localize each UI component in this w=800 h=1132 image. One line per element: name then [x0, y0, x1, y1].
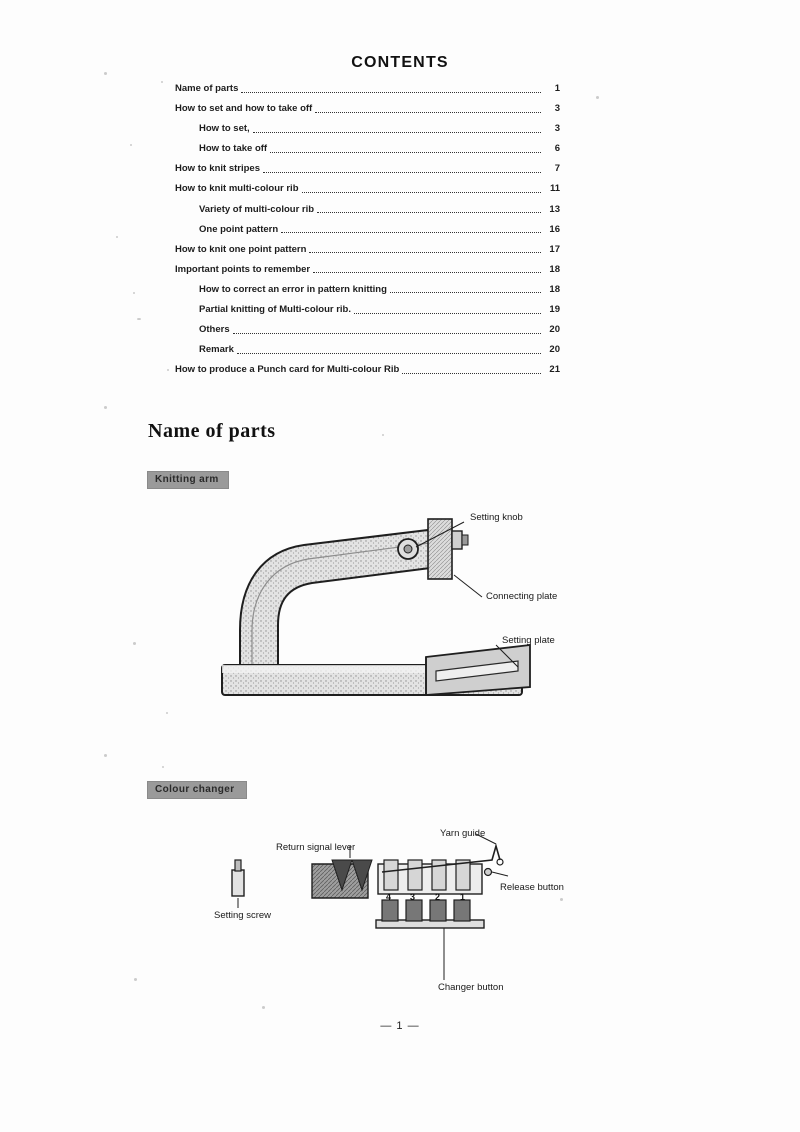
scan-speck — [133, 642, 136, 645]
toc-leader-dots — [270, 146, 541, 153]
toc-entry-page: 3 — [554, 123, 560, 135]
scan-speck — [104, 754, 107, 757]
scan-speck — [596, 96, 599, 99]
toc-entry-page: 20 — [549, 344, 560, 356]
toc-entry[interactable] — [175, 124, 560, 134]
scan-speck — [134, 978, 137, 981]
toc-entry-label: How to knit multi-colour rib — [175, 183, 299, 195]
toc-entry[interactable] — [175, 365, 560, 375]
toc-leader-dots — [354, 307, 541, 314]
toc-entry[interactable] — [175, 225, 560, 235]
changer-number-1: 1 — [460, 892, 466, 902]
toc-entry-page: 3 — [554, 103, 560, 115]
colour-changer-figure — [200, 820, 600, 1010]
toc-entry-page: 1 — [554, 83, 560, 94]
colour-changer-tag: Colour changer — [147, 781, 247, 799]
toc-entry-label: Others — [199, 324, 230, 336]
toc-entry-page: 19 — [549, 304, 560, 316]
toc-entry-page: 20 — [549, 324, 560, 336]
connecting-plate-leader — [454, 575, 482, 597]
toc-leader-dots — [241, 86, 541, 93]
callout-setting-screw: Setting screw — [214, 910, 272, 921]
scan-speck — [130, 144, 132, 146]
toc-entry-label: How to correct an error in pattern knitting — [199, 283, 387, 295]
toc-entry[interactable] — [175, 84, 560, 94]
toc-leader-dots — [402, 367, 541, 374]
toc-entry-label: Variety of multi-colour rib — [199, 203, 315, 215]
callout-yarn-guide: Yarn guide — [440, 828, 486, 839]
release-button-leader — [492, 872, 508, 876]
contents-heading: CONTENTS — [351, 54, 449, 71]
toc-entry[interactable] — [175, 144, 560, 154]
changer-button-4[interactable] — [382, 900, 398, 921]
callout-return-signal-lever: Return signal lever — [276, 842, 356, 853]
callout-changer-button: Changer button — [438, 982, 504, 993]
scan-speck — [104, 406, 107, 409]
toc-entry[interactable] — [175, 104, 560, 114]
toc-entry-page: 6 — [554, 143, 560, 155]
toc-entry[interactable] — [175, 164, 560, 174]
changer-number-2: 2 — [435, 892, 441, 902]
knitting-arm-drawing — [200, 505, 580, 720]
toc-entry-page: 11 — [549, 183, 560, 195]
toc-leader-dots — [237, 347, 541, 354]
toc-leader-dots — [233, 327, 541, 334]
table-of-contents — [175, 84, 560, 385]
scan-speck — [161, 81, 163, 83]
toc-entry-label: Important points to remember — [175, 263, 311, 275]
changer-number-4: 4 — [386, 892, 392, 902]
toc-leader-dots — [317, 206, 541, 213]
changer-button-1[interactable] — [454, 900, 470, 921]
scan-speck — [162, 766, 164, 768]
page-number: — 1 — — [380, 1020, 420, 1032]
scan-speck — [116, 236, 118, 238]
changer-number-3: 3 — [410, 892, 416, 902]
scan-speck — [166, 712, 168, 714]
setting-knob-center — [404, 545, 412, 553]
toc-entry[interactable] — [175, 305, 560, 315]
knitting-arm-figure — [200, 505, 580, 720]
toc-entry[interactable] — [175, 245, 560, 255]
toc-entry-label: How to produce a Punch card for Multi-colour Rib — [175, 364, 400, 376]
scan-speck — [137, 318, 141, 320]
page-title: Name of parts — [148, 420, 276, 442]
release-button[interactable] — [485, 869, 492, 876]
callout-connecting-plate: Connecting plate — [486, 591, 558, 602]
toc-leader-dots — [302, 186, 542, 193]
callout-setting-knob: Setting knob — [470, 512, 523, 523]
setting-screw-head — [235, 860, 241, 871]
connecting-plate-tab — [462, 535, 468, 545]
toc-leader-dots — [390, 286, 541, 293]
scan-speck — [167, 369, 169, 371]
changer-button-3[interactable] — [406, 900, 422, 921]
toc-entry-page: 18 — [549, 263, 560, 275]
connecting-plate-block — [428, 519, 452, 579]
callout-setting-plate: Setting plate — [502, 635, 555, 646]
toc-leader-dots — [281, 226, 541, 233]
toc-entry-label: How to set, — [199, 123, 250, 135]
callout-release-button: Release button — [500, 882, 564, 893]
toc-entry[interactable] — [175, 205, 560, 215]
scan-speck — [382, 434, 384, 436]
toc-entry-label: How to knit stripes — [175, 163, 260, 175]
scan-speck — [133, 292, 135, 294]
toc-entry-page: 7 — [554, 163, 560, 175]
toc-entry[interactable] — [175, 184, 560, 194]
toc-entry-page: 18 — [549, 283, 560, 295]
changer-slot-3[interactable] — [408, 860, 422, 890]
toc-leader-dots — [253, 126, 541, 133]
scan-speck — [104, 72, 107, 75]
toc-leader-dots — [315, 106, 541, 113]
toc-entry-label: How to knit one point pattern — [175, 243, 307, 255]
toc-entry-label: Name of parts — [175, 83, 239, 94]
toc-leader-dots — [309, 246, 541, 253]
toc-entry-label: One point pattern — [199, 223, 279, 235]
knitting-arm-tag: Knitting arm — [147, 471, 229, 489]
toc-entry-page: 16 — [549, 223, 560, 235]
changer-slot-4[interactable] — [384, 860, 398, 890]
toc-entry[interactable] — [175, 265, 560, 275]
toc-leader-dots — [263, 166, 541, 173]
toc-entry-page: 17 — [549, 243, 560, 255]
toc-entry[interactable] — [175, 285, 560, 295]
toc-entry-label: How to take off — [199, 143, 268, 155]
toc-entry-label: How to set and how to take off — [175, 103, 313, 115]
setting-screw-body — [232, 870, 244, 896]
connecting-plate-lip — [452, 531, 462, 549]
toc-leader-dots — [313, 266, 541, 273]
changer-button-2[interactable] — [430, 900, 446, 921]
toc-entry[interactable] — [175, 345, 560, 355]
toc-entry-page: 21 — [549, 364, 560, 376]
toc-entry-label: Partial knitting of Multi-colour rib. — [199, 304, 351, 316]
toc-entry-label: Remark — [199, 344, 234, 356]
toc-entry[interactable] — [175, 325, 560, 335]
toc-entry-page: 13 — [549, 203, 560, 215]
